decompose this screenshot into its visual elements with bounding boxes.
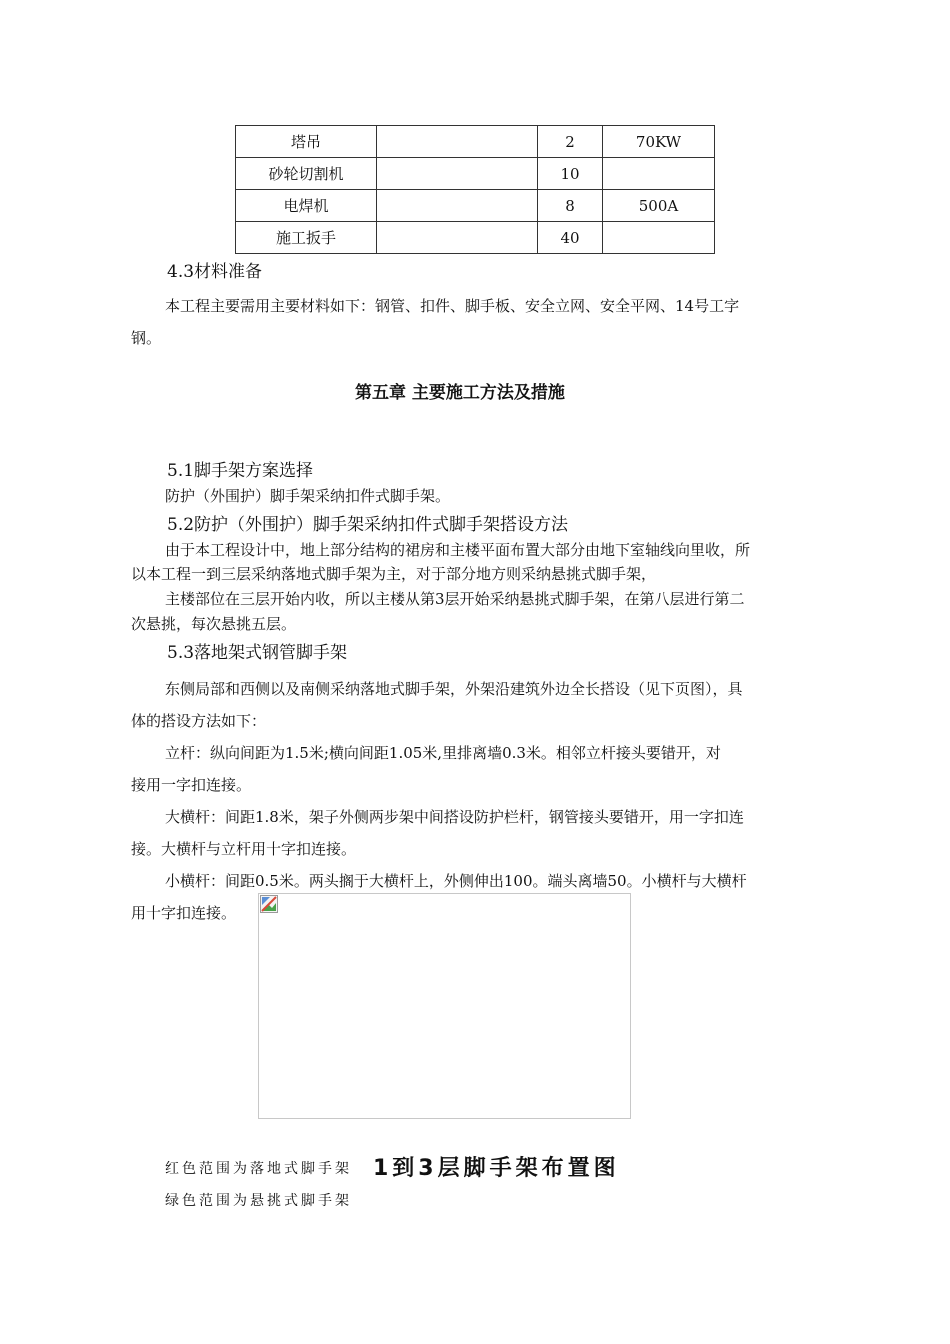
section-5-1-heading: 5.1脚手架方案选择: [167, 461, 314, 481]
equipment-power-cell: [603, 158, 715, 190]
section-5-3-heading: 5.3落地架式钢管脚手架: [167, 643, 348, 663]
equipment-qty-cell: 10: [538, 158, 603, 190]
table-row: [236, 190, 715, 222]
section-5-3-p3-line2: 接。大横杆与立杆用十字扣连接。: [131, 840, 357, 858]
table-row: [236, 222, 715, 254]
broken-image-icon: [260, 895, 278, 913]
chapter-5-title: 第五章 主要施工方法及措施: [355, 383, 565, 403]
equipment-name-cell: 砂轮切割机: [236, 158, 377, 190]
section-5-3-p4-line1: 小横杆：间距0.5米。两头搁于大横杆上，外侧伸出100。端头离墙50。小横杆与大横杆: [165, 872, 747, 890]
section-5-2-p2-line2: 次悬挑，每次悬挑五层。: [131, 615, 297, 633]
section-5-3-p1-line1: 东侧局部和西侧以及南侧采纳落地式脚手架，外架沿建筑外边全长搭设（见下页图），具: [165, 680, 743, 698]
equipment-power-cell: 70KW: [603, 126, 715, 158]
section-5-1-text: 防护（外围护）脚手架采纳扣件式脚手架。: [165, 487, 451, 505]
table-row: [236, 126, 715, 158]
section-5-3-p2-line1: 立杆：纵向间距为1.5米;横向间距1.05米,里排离墙0.3米。相邻立杆接头要错开，对: [165, 744, 721, 762]
section-4-3-text-line1: 本工程主要需用主要材料如下：钢管、扣件、脚手板、安全立网、安全平网、14号工字: [165, 297, 740, 315]
legend-red-range: 红色范围为落地式脚手架: [165, 1161, 352, 1177]
section-5-3-p1-line2: 体的搭设方法如下：: [131, 712, 267, 730]
table-row: [236, 158, 715, 190]
equipment-qty-cell: 2: [538, 126, 603, 158]
section-5-2-p1-line1: 由于本工程设计中，地上部分结构的裙房和主楼平面布置大部分由地下室轴线向里收，所: [165, 541, 751, 559]
equipment-name-cell: 塔吊: [236, 126, 377, 158]
equipment-spec-cell: [377, 190, 538, 222]
equipment-spec-cell: [377, 222, 538, 254]
section-5-3-p2-line2: 接用一字扣连接。: [131, 776, 252, 794]
scaffold-layout-image-placeholder: [258, 893, 631, 1119]
section-5-2-p2-line1: 主楼部位在三层开始内收，所以主楼从第3层开始采纳悬挑式脚手架，在第八层进行第二: [165, 590, 745, 608]
section-5-2-p1-line2: 以本工程一到三层采纳落地式脚手架为主，对于部分地方则采纳悬挑式脚手架，: [131, 565, 657, 583]
equipment-name-cell: 电焊机: [236, 190, 377, 222]
figure-title: 1到3层脚手架布置图: [373, 1156, 620, 1181]
section-4-3-heading: 4.3材料准备: [167, 262, 263, 282]
section-5-2-heading: 5.2防护（外围护）脚手架采纳扣件式脚手架搭设方法: [167, 515, 569, 535]
legend-green-range: 绿色范围为悬挑式脚手架: [165, 1193, 352, 1209]
equipment-table: [235, 125, 715, 254]
equipment-name-cell: 施工扳手: [236, 222, 377, 254]
section-5-3-p3-line1: 大横杆：间距1.8米，架子外侧两步架中间搭设防护栏杆，钢管接头要错开，用一字扣连: [165, 808, 744, 826]
section-4-3-text-line2: 钢。: [131, 329, 162, 347]
section-5-3-p4-line2: 用十字扣连接。: [131, 904, 237, 922]
equipment-qty-cell: 8: [538, 190, 603, 222]
equipment-qty-cell: 40: [538, 222, 603, 254]
equipment-power-cell: 500A: [603, 190, 715, 222]
equipment-spec-cell: [377, 158, 538, 190]
equipment-power-cell: [603, 222, 715, 254]
equipment-spec-cell: [377, 126, 538, 158]
